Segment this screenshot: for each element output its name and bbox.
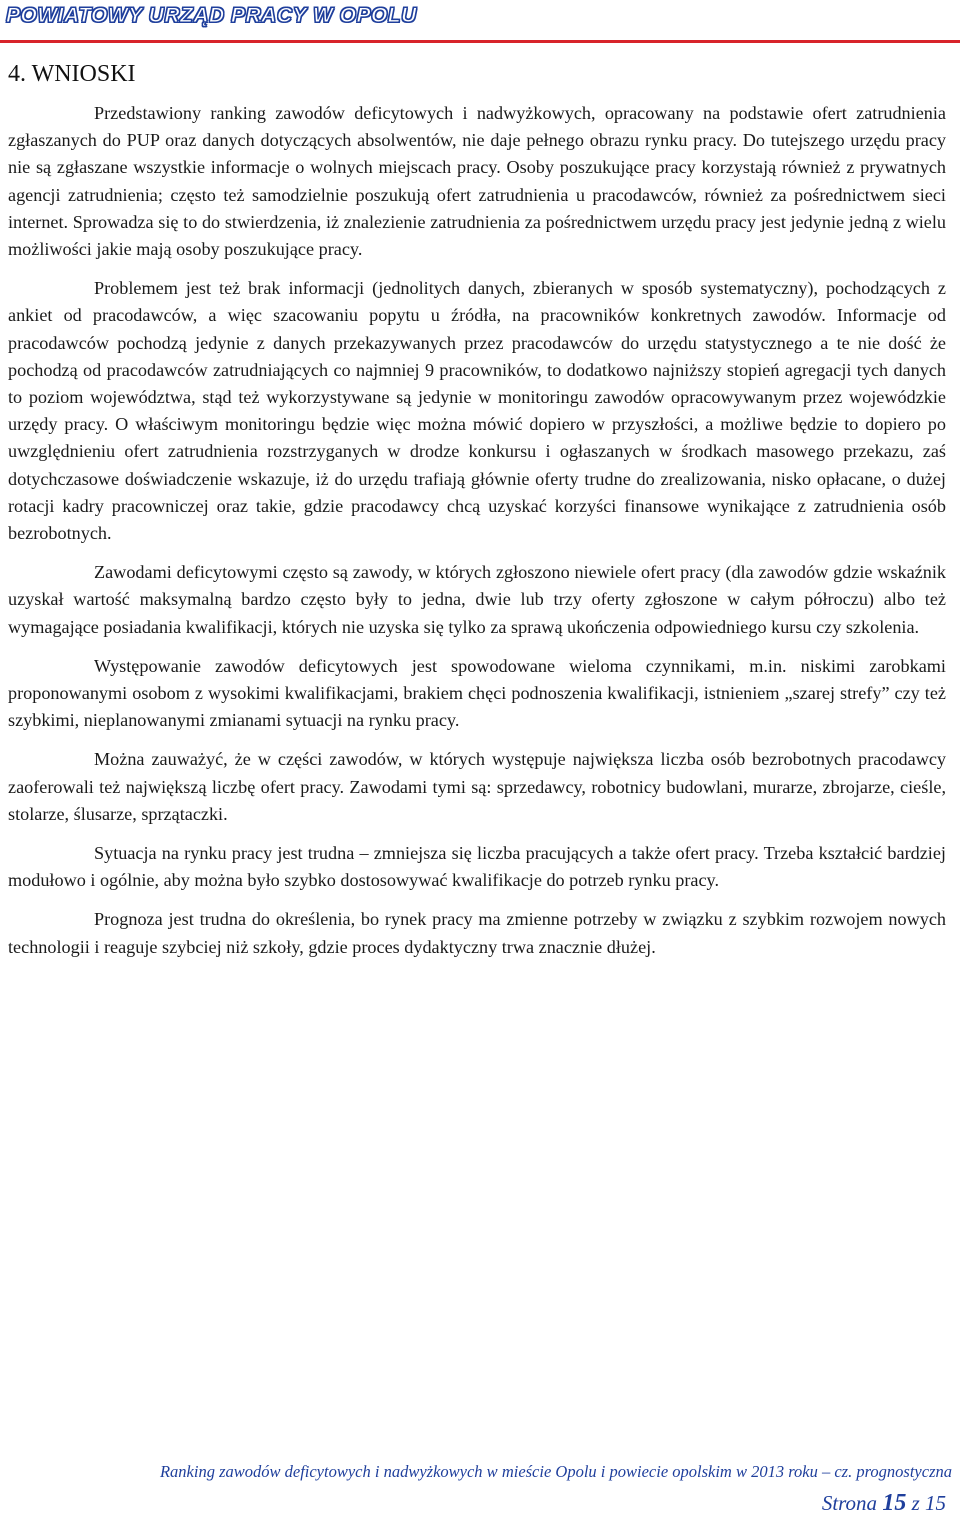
- page-number: [822, 1490, 946, 1516]
- paragraph-1: Przedstawiony ranking zawodów deficytowych i nadwyżkowych, opracowany na podstawie ofert zatrudnienia zgłaszanych do PUP oraz danych dotyczących absolwentów, nie daje pełnego obrazu rynku pracy. Do tutejszego urzędu pracy nie są zgłaszane wszystkie informacje o wolnych miejscach pracy. Osoby poszukujące pracy korzystają również z prywatnych agencji zatrudnienia; często też samodzielnie poszukują ofert zatrudnienia u pracodawców, również za pośrednictwem sieci internet. Sprowadza się to do stwierdzenia, iż znalezienie zatrudnienia za pośrednictwem urzędu pracy jest jedynie jedną z wielu możliwości jakie mają osoby poszukujące pracy.: [8, 103, 946, 260]
- office-header-title: POWIATOWY URZĄD PRACY W OPOLU: [6, 4, 417, 27]
- header-divider: [0, 40, 960, 43]
- page-total: 15: [925, 1491, 946, 1515]
- document-body: [8, 100, 946, 973]
- paragraph-3: Zawodami deficytowymi często są zawody, w których zgłoszono niewiele ofert pracy (dla zawodów gdzie wskaźnik uzyskał wartość maksymalną bardzo często były to jedna, dwie lub trzy oferty zgłoszone w całym półroczu) albo też wymagające posiadania kwalifikacji, których nie uzyska się tylko za sprawą ukończenia odpowiedniego kursu czy szkolenia.: [8, 562, 946, 637]
- page-prefix: Strona: [821, 1491, 878, 1515]
- page-current: 15: [882, 1490, 907, 1516]
- paragraph-4: Występowanie zawodów deficytowych jest spowodowane wieloma czynnikami, m.in. niskimi zarobkami proponowanymi osobom z wysokimi kwalifikacjami, brakiem chęci podnoszenia kwalifikacji, istnieniem „szarej strefy” czy też szybkimi, nieplanowanymi zmianami sytuacji na rynku pracy.: [8, 655, 946, 731]
- paragraph-7: Prognoza jest trudna do określenia, bo rynek pracy ma zmienne potrzeby w związku z szybkim rozwojem nowych technologii i reaguje szybciej niż szkoły, gdzie proces dydaktyczny trwa znacznie dłużej.: [8, 909, 946, 957]
- page-separator: z: [911, 1491, 920, 1515]
- paragraph-5: Można zauważyć, że w części zawodów, w których występuje największa liczba osób bezrobotnych pracodawcy zaoferowali też największą liczbę ofert pracy. Zawodami tymi są: sprzedawcy, robotnicy budowlani, murarze, zbrojarze, cieśle, stolarze, ślusarze, sprzątaczki.: [8, 749, 946, 824]
- section-title: 4. WNIOSKI: [8, 61, 136, 87]
- paragraph-6: Sytuacja na rynku pracy jest trudna – zmniejsza się liczba pracujących a także ofert pracy. Trzeba kształcić bardziej modułowo i ogólnie, aby można było szybko dostosowywać kwalifikacje do potrzeb rynku pracy.: [8, 843, 946, 891]
- paragraph-2: Problemem jest też brak informacji (jednolitych danych, zbieranych w sposób systematyczny), pochodzących z ankiet od pracodawców, a więc szacowaniu popytu u źródła, na pracowników konkretnych zawodów. Informacje od pracodawców pochodzą jedynie z danych przekazywanych przez pracodawców do urzędu statystycznego a te nie dość że pochodzą od pracodawców zatrudniających co najmniej 9 pracowników, to dodatkowo najniższy stopień agregacji tych danych to poziom województwa, stąd też wykorzystywane są jedynie w monitoringu zawodów opracowywanym przez wojewódzkie urzędy pracy. O właściwym monitoringu będzie więc można mówić dopiero w przyszłości, a możliwe będzie to dopiero po uwzględnieniu ofert zatrudnienia rozstrzyganych w drodze konkursu i ogłaszanych w środkach masowego przekazu, zaś dotychczasowe doświadczenie wskazuje, iż do urzędu trafiają głównie oferty trudne do zrealizowania, nisko opłacane, o dużej rotacji kadry pracowniczej oraz takie, gdzie pracodawcy chcą uzyskać korzyści finansowe wynikające z zatrudnienia osób bezrobotnych.: [8, 278, 946, 544]
- footer-document-title: Ranking zawodów deficytowych i nadwyżkowych w mieście Opolu i powiecie opolskim w 2013 roku – cz. prognostyczna: [159, 1462, 952, 1481]
